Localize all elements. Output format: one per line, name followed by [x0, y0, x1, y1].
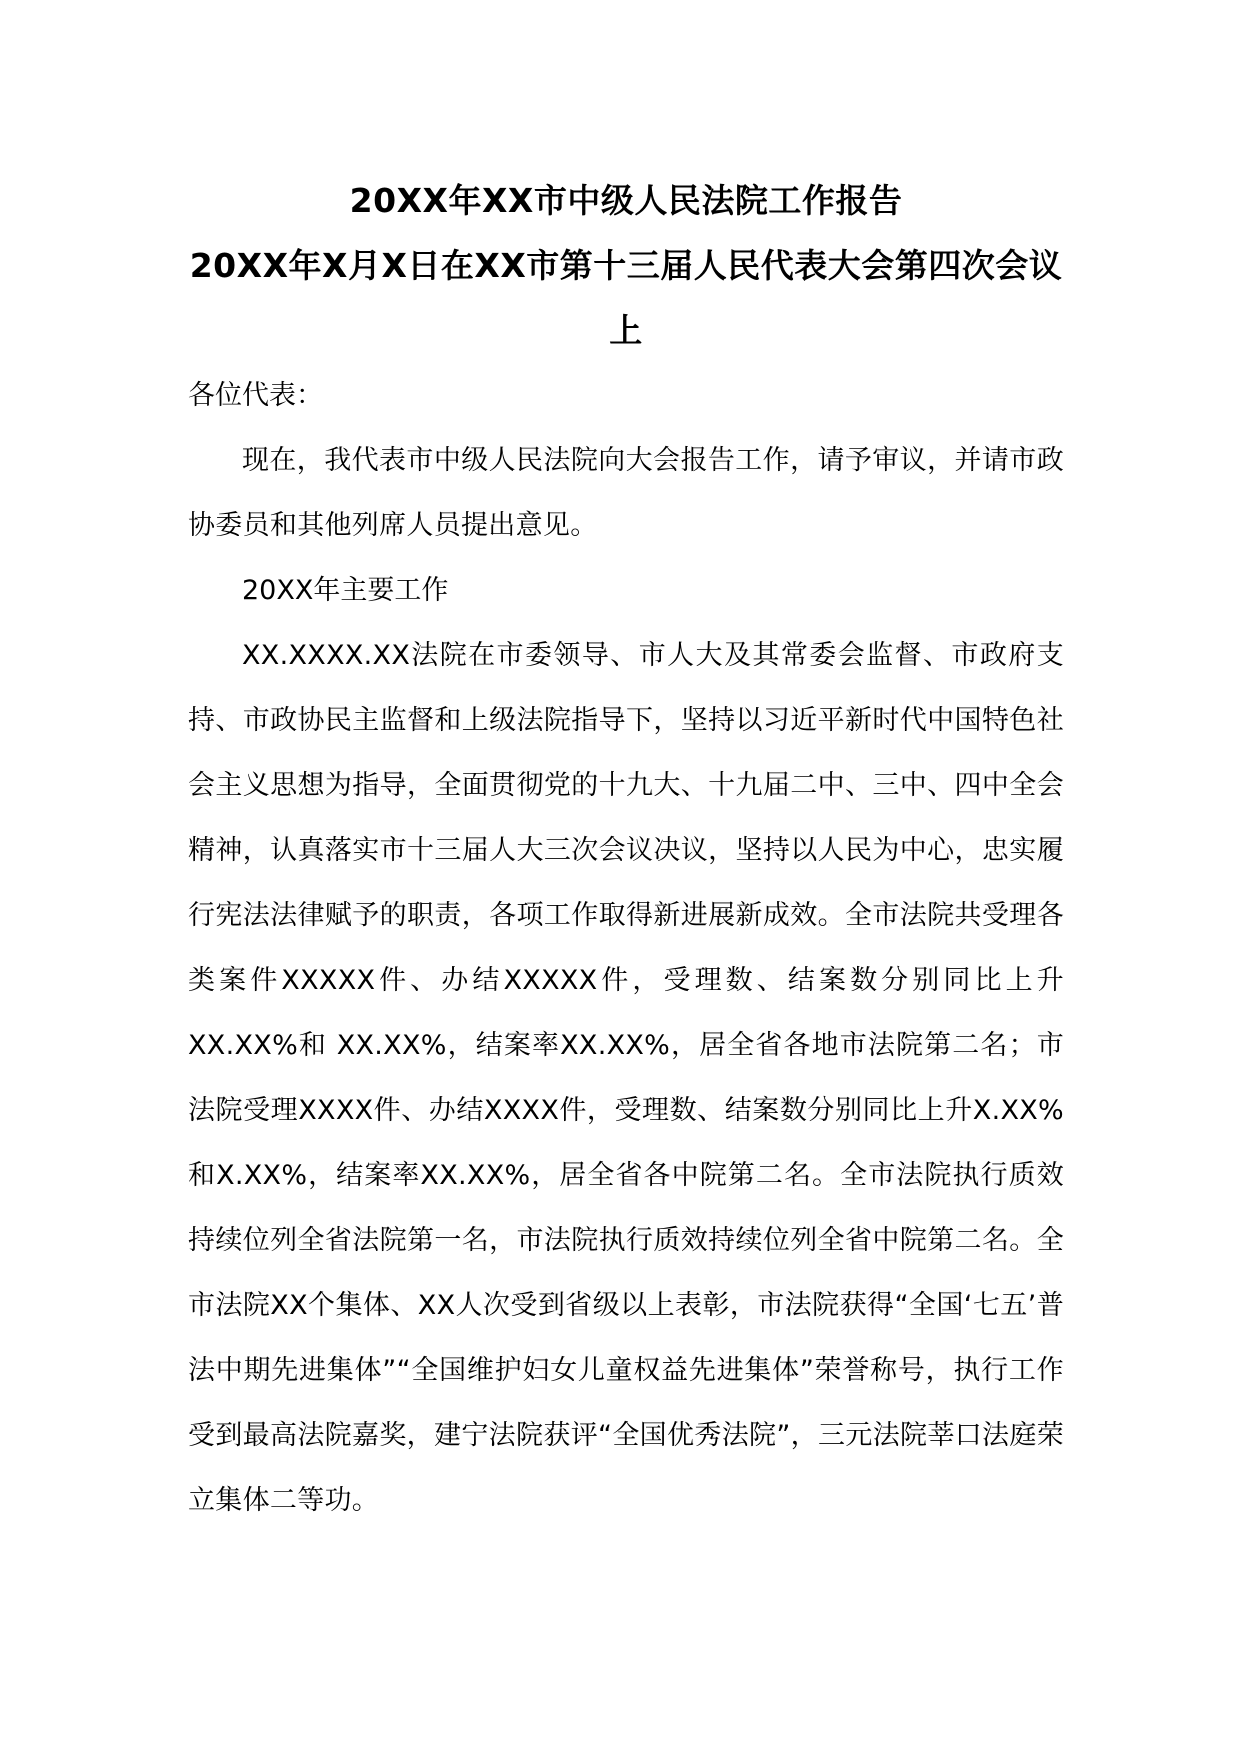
section-heading: 20XX年主要工作 — [242, 575, 449, 606]
body-paragraph: XX.XXXX.XX法院在市委领导、市人大及其常委会监督、市政府支持、市政协民主监督和上级法院指导下，坚持以习近平新时代中国特色社会主义思想为指导，全面贯彻党的十九大、十九届二中、三中、四中全会精神，认真落实市十三届人大三次会议决议，坚持以人民为中心，忠实履行宪法法律赋予的职责，各项工作取得新进展新成效。全市法院共受理各类案件XXXXX件、办结XXXXX件，受理数、结案数分别同比上升 XX.XX%和 XX.XX%，结案率XX.XX%，居全省各地市法院第二名；市法院受理XXXX件、办结XXXX件，受理数、结案数分别同比上升X.XX%和X.XX%，结案率XX.XX%，居全省各中院第二名。全市法院执行质效持续位列全省法院第一名，市法院执行质效持续位列全省中院第二名。全市法院XX个集体、XX人次受到省级以上表彰，市法院获得“全国‘七五’普法中期先进集体”“全国维护妇女儿童权益先进集体”荣誉称号，执行工作受到最高法院嘉奖，建宁法院获评“全国优秀法院”，三元法院莘口法庭荣立集体二等功。 — [188, 640, 1064, 1516]
document-content — [188, 168, 1064, 1533]
intro-paragraph: 现在，我代表市中级人民法院向大会报告工作，请予审议，并请市政协委员和其他列席人员提出意见。 — [188, 445, 1064, 541]
document-title: 20XX年XX市中级人民法院工作报告 — [349, 181, 903, 220]
document-subtitle: 20XX年X月X日在XX市第十三届人民代表大会第四次会议上 — [189, 246, 1063, 350]
salutation: 各位代表： — [188, 380, 323, 411]
